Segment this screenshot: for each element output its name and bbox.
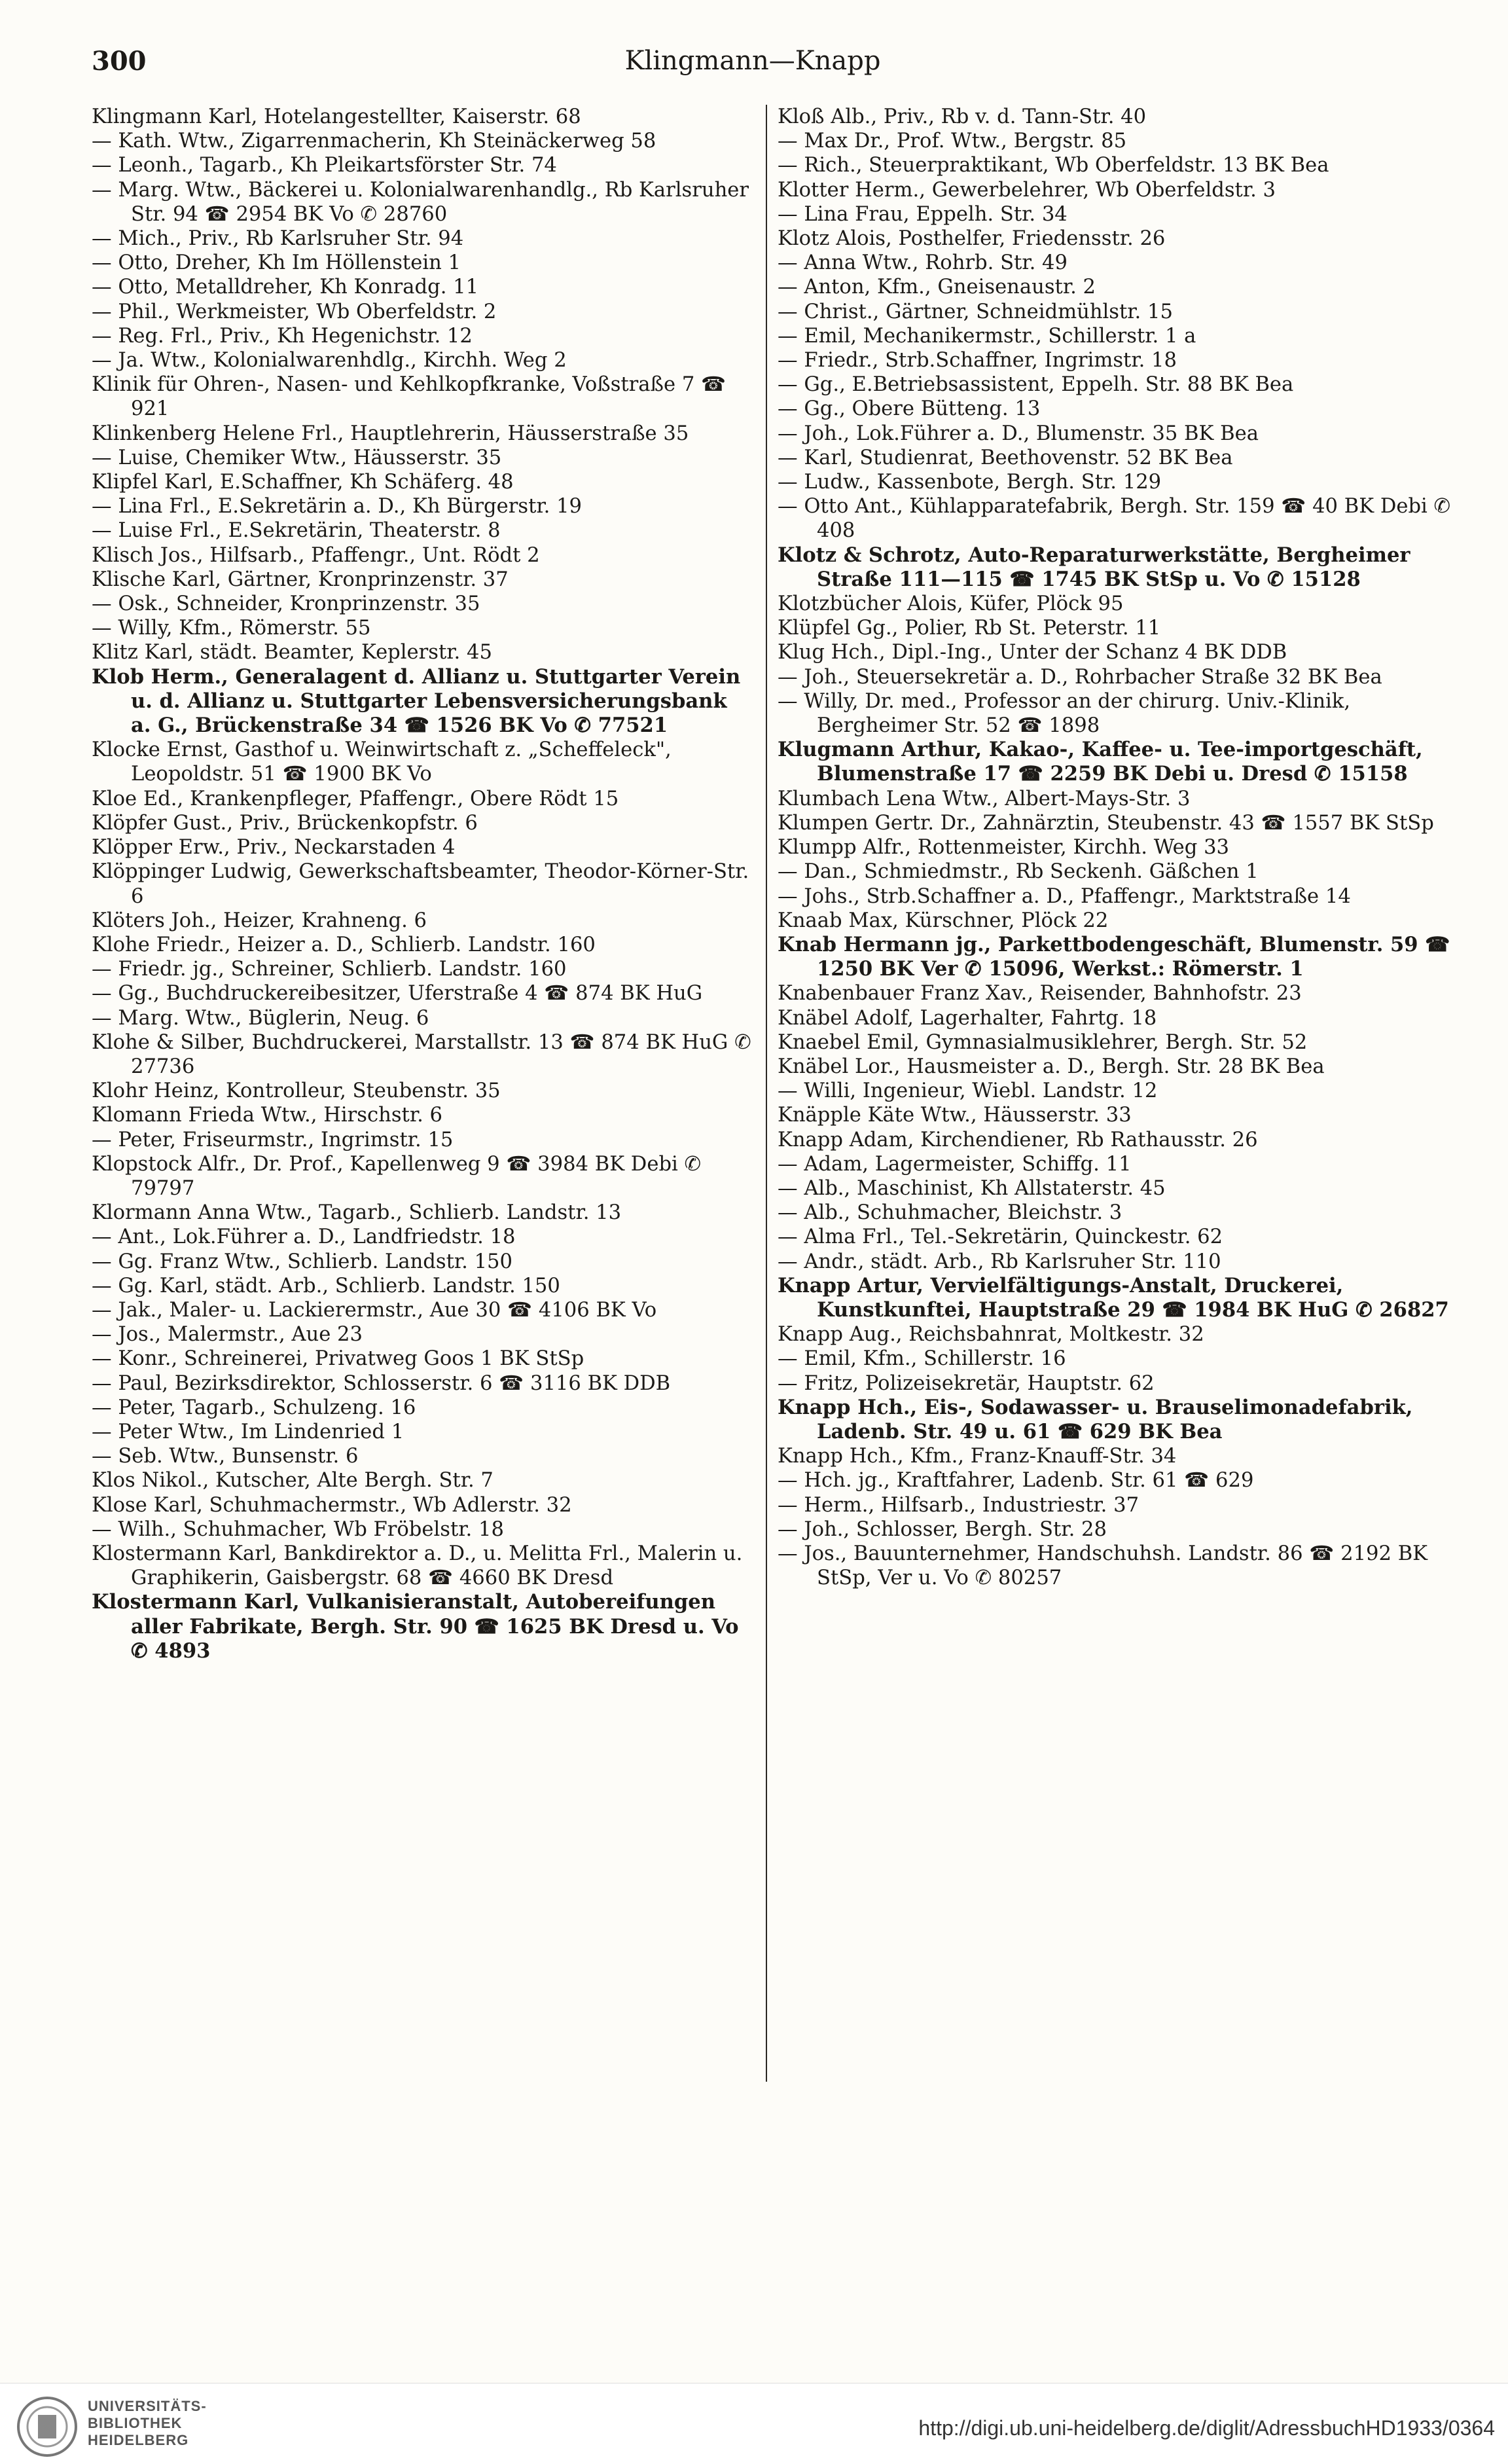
library-name-line: BIBLIOTHEK xyxy=(88,2415,183,2431)
directory-entry: Klomann Frieda Wtw., Hirschstr. 6 xyxy=(92,1104,443,1127)
directory-entry: — Seb. Wtw., Bunsenstr. 6 xyxy=(92,1445,359,1468)
directory-entry: — Anton, Kfm., Gneisenaustr. 2 xyxy=(778,276,1096,299)
directory-entry: Kloe Ed., Krankenpfleger, Pfaffengr., Obere Rödt 15 xyxy=(92,787,619,810)
directory-entry: — Emil, Kfm., Schillerstr. 16 xyxy=(778,1347,1066,1371)
directory-entry: — Gg., Obere Bütteng. 13 xyxy=(778,397,1041,421)
library-name-line: UNIVERSITÄTS- xyxy=(88,2398,207,2414)
column-divider xyxy=(766,105,767,2082)
directory-entry: — Emil, Mechanikermstr., Schillerstr. 1 a xyxy=(778,324,1196,348)
directory-entry: Klipfel Karl, E.Schaffner, Kh Schäferg. 48 xyxy=(92,471,514,494)
directory-entry: Klöpfer Gust., Priv., Brückenkopfstr. 6 xyxy=(92,811,478,835)
firm-entry: Klob Herm., Generalagent d. Allianz u. Stuttgarter Verein u. d. Allianz u. Stuttgarter Lebensversicherungsbank a. G., Brückenstraße 34 ☎ 1526 BK Vo ✆ 77521 xyxy=(92,664,741,738)
directory-entry: — Marg. Wtw., Büglerin, Neug. 6 xyxy=(92,1006,429,1030)
directory-entry: Klinik für Ohren-, Nasen- und Kehlkopfkranke, Voßstraße 7 ☎ 921 xyxy=(92,373,727,421)
directory-entry: — Hch. jg., Kraftfahrer, Ladenb. Str. 61 ☎ 629 xyxy=(778,1469,1254,1493)
directory-entry: Klische Karl, Gärtner, Kronprinzenstr. 37 xyxy=(92,568,509,591)
directory-entry: — Gg. Franz Wtw., Schlierb. Landstr. 150 xyxy=(92,1250,512,1273)
directory-entry: — Luise, Chemiker Wtw., Häusserstr. 35 xyxy=(92,446,502,469)
directory-entry: Klüpfel Gg., Polier, Rb St. Peterstr. 11 xyxy=(778,617,1161,640)
directory-entry: — Marg. Wtw., Bäckerei u. Kolonialwarenhandlg., Rb Karlsruher Str. 94 ☎ 2954 BK Vo ✆ 28760 xyxy=(92,178,749,226)
directory-entry: Klose Karl, Schuhmachermstr., Wb Adlerstr. 32 xyxy=(92,1493,572,1517)
directory-entry: Klocke Ernst, Gasthof u. Weinwirtschaft z. „Scheffeleck", Leopoldstr. 51 ☎ 1900 BK Vo xyxy=(92,738,672,786)
directory-entry: — Willy, Dr. med., Professor an der chirurg. Univ.-Klinik, Bergheimer Str. 52 ☎ 1898 xyxy=(778,689,1351,738)
directory-entry: Klos Nikol., Kutscher, Alte Bergh. Str. 7 xyxy=(92,1469,494,1493)
directory-entry: — Adam, Lagermeister, Schiffg. 11 xyxy=(778,1152,1132,1176)
directory-entry: — Max Dr., Prof. Wtw., Bergstr. 85 xyxy=(778,130,1127,153)
directory-entry: — Ludw., Kassenbote, Bergh. Str. 129 xyxy=(778,471,1162,494)
footer-bar xyxy=(0,2383,1508,2464)
directory-entry: Klohr Heinz, Kontrolleur, Steubenstr. 35 xyxy=(92,1079,501,1103)
directory-entry: — Jak., Maler- u. Lackierermstr., Aue 30 ☎ 4106 BK Vo xyxy=(92,1298,657,1322)
directory-entry: Klohe & Silber, Buchdruckerei, Marstallstr. 13 ☎ 874 BK HuG ✆ 27736 xyxy=(92,1030,751,1078)
directory-entry: Knabenbauer Franz Xav., Reisender, Bahnhofstr. 23 xyxy=(778,982,1302,1006)
university-seal-icon xyxy=(16,2395,79,2458)
directory-entry: Knäbel Adolf, Lagerhalter, Fahrtg. 18 xyxy=(778,1006,1157,1030)
directory-entry: — Joh., Schlosser, Bergh. Str. 28 xyxy=(778,1517,1107,1541)
directory-entry: Knapp Adam, Kirchendiener, Rb Rathausstr. 26 xyxy=(778,1128,1258,1151)
directory-entry: — Lina Frl., E.Sekretärin a. D., Kh Bürgerstr. 19 xyxy=(92,495,583,518)
firm-entry: Knapp Hch., Eis-, Sodawasser- u. Brauselimonadefabrik, Ladenb. Str. 49 u. 61 ☎ 629 BK Bea xyxy=(778,1395,1413,1443)
directory-entry: Klingmann Karl, Hotelangestellter, Kaiserstr. 68 xyxy=(92,105,581,128)
directory-entry: Klotzbücher Alois, Küfer, Plöck 95 xyxy=(778,592,1124,616)
directory-entry: — Willy, Kfm., Römerstr. 55 xyxy=(92,617,371,640)
library-name-line: HEIDELBERG xyxy=(88,2432,189,2448)
directory-entry: Klumbach Lena Wtw., Albert-Mays-Str. 3 xyxy=(778,787,1191,810)
directory-entry: — Karl, Studienrat, Beethovenstr. 52 BK Bea xyxy=(778,446,1233,469)
directory-entry: — Christ., Gärtner, Schneidmühlstr. 15 xyxy=(778,300,1173,323)
directory-entry: — Joh., Lok.Führer a. D., Blumenstr. 35 BK Bea xyxy=(778,422,1259,445)
directory-entry: — Ja. Wtw., Kolonialwarenhdlg., Kirchh. Weg 2 xyxy=(92,349,567,372)
page-number: 300 xyxy=(92,46,147,77)
directory-entry: — Otto, Dreher, Kh Im Höllenstein 1 xyxy=(92,251,461,275)
directory-entry: — Phil., Werkmeister, Wb Oberfeldstr. 2 xyxy=(92,300,497,323)
right-column xyxy=(778,105,1458,1590)
directory-entry: — Jos., Bauunternehmer, Handschuhsh. Landstr. 86 ☎ 2192 BK StSp, Ver u. Vo ✆ 80257 xyxy=(778,1542,1428,1590)
directory-entry: — Gg. Karl, städt. Arb., Schlierb. Landstr. 150 xyxy=(92,1274,560,1297)
directory-entry: Klormann Anna Wtw., Tagarb., Schlierb. Landstr. 13 xyxy=(92,1201,622,1225)
directory-entry: — Alma Frl., Tel.-Sekretärin, Quinckestr. 62 xyxy=(778,1225,1223,1249)
directory-entry: — Kath. Wtw., Zigarrenmacherin, Kh Steinäckerweg 58 xyxy=(92,130,656,153)
directory-entry: Klohe Friedr., Heizer a. D., Schlierb. Landstr. 160 xyxy=(92,933,596,956)
directory-entry: — Peter, Friseurmstr., Ingrimstr. 15 xyxy=(92,1128,454,1151)
directory-entry: Klöppinger Ludwig, Gewerkschaftsbeamter, Theodor-Körner-Str. 6 xyxy=(92,860,749,908)
directory-entry: — Konr., Schreinerei, Privatweg Goos 1 BK StSp xyxy=(92,1347,584,1371)
firm-entry: Knapp Artur, Vervielfältigungs-Anstalt, Druckerei, Kunstkunftei, Hauptstraße 29 ☎ 1984 BK HuG ✆ 26827 xyxy=(778,1273,1449,1322)
directory-entry: — Wilh., Schuhmacher, Wb Fröbelstr. 18 xyxy=(92,1517,504,1541)
directory-entry: — Herm., Hilfsarb., Industriestr. 37 xyxy=(778,1493,1140,1517)
firm-entry: Knab Hermann jg., Parkettbodengeschäft, Blumenstr. 59 ☎ 1250 BK Ver ✆ 15096, Werkst.: Römerstr. 1 xyxy=(778,932,1450,981)
directory-entry: Knäbel Lor., Hausmeister a. D., Bergh. Str. 28 BK Bea xyxy=(778,1055,1325,1078)
directory-entry: Klostermann Karl, Bankdirektor a. D., u. Melitta Frl., Malerin u. Graphikerin, Gaisbergstr. 68 ☎ 4660 BK Dresd xyxy=(92,1542,743,1590)
directory-entry: — Rich., Steuerpraktikant, Wb Oberfeldstr. 13 BK Bea xyxy=(778,154,1329,177)
directory-entry: — Lina Frau, Eppelh. Str. 34 xyxy=(778,202,1068,226)
firm-entry: Klugmann Arthur, Kakao-, Kaffee- u. Tee-importgeschäft, Blumenstraße 17 ☎ 2259 BK Debi u. Dresd ✆ 15158 xyxy=(778,738,1423,786)
left-column xyxy=(92,105,753,1663)
directory-entry: — Osk., Schneider, Kronprinzenstr. 35 xyxy=(92,592,480,616)
firm-entry: Klostermann Karl, Vulkanisieranstalt, Autobereifungen aller Fabrikate, Bergh. Str. 90 ☎ 1625 BK Dresd u. Vo ✆ 4893 xyxy=(92,1590,739,1663)
directory-entry: — Willi, Ingenieur, Wiebl. Landstr. 12 xyxy=(778,1079,1158,1103)
directory-entry: Klumpen Gertr. Dr., Zahnärztin, Steubenstr. 43 ☎ 1557 BK StSp xyxy=(778,811,1434,835)
directory-entry: — Ant., Lok.Führer a. D., Landfriedstr. 18 xyxy=(92,1225,516,1249)
directory-entry: — Gg., Buchdruckereibesitzer, Uferstraße 4 ☎ 874 BK HuG xyxy=(92,982,703,1006)
firm-entry: Klotz & Schrotz, Auto-Reparaturwerkstätte, Bergheimer Straße 111—115 ☎ 1745 BK StSp u. Vo ✆ 15128 xyxy=(778,543,1410,591)
directory-entry: Knaab Max, Kürschner, Plöck 22 xyxy=(778,909,1109,932)
directory-entry: — Otto, Metalldreher, Kh Konradg. 11 xyxy=(92,276,479,299)
directory-entry: Klotz Alois, Posthelfer, Friedensstr. 26 xyxy=(778,227,1166,251)
directory-entry: — Andr., städt. Arb., Rb Karlsruher Str. 110 xyxy=(778,1250,1221,1273)
running-head: Klingmann—Knapp xyxy=(624,46,881,76)
directory-entry: — Alb., Schuhmacher, Bleichstr. 3 xyxy=(778,1201,1122,1225)
directory-entry: Kloß Alb., Priv., Rb v. d. Tann-Str. 40 xyxy=(778,105,1147,128)
directory-entry: Klinkenberg Helene Frl., Hauptlehrerin, Häusserstraße 35 xyxy=(92,422,689,445)
directory-entry: Klöters Joh., Heizer, Krahneng. 6 xyxy=(92,909,427,932)
directory-entry: — Anna Wtw., Rohrb. Str. 49 xyxy=(778,251,1068,275)
directory-entry: — Alb., Maschinist, Kh Allstaterstr. 45 xyxy=(778,1176,1166,1200)
directory-entry: Klisch Jos., Hilfsarb., Pfaffengr., Unt. Rödt 2 xyxy=(92,543,540,567)
directory-entry: — Luise Frl., E.Sekretärin, Theaterstr. 8 xyxy=(92,519,501,543)
directory-entry: — Leonh., Tagarb., Kh Pleikartsförster Str. 74 xyxy=(92,154,557,177)
directory-entry: — Friedr., Strb.Schaffner, Ingrimstr. 18 xyxy=(778,349,1177,372)
directory-entry: — Paul, Bezirksdirektor, Schlosserstr. 6 ☎ 3116 BK DDB xyxy=(92,1371,671,1395)
directory-entry: Knäpple Käte Wtw., Häusserstr. 33 xyxy=(778,1104,1132,1127)
directory-entry: Klopstock Alfr., Dr. Prof., Kapellenweg 9 ☎ 3984 BK Debi ✆ 79797 xyxy=(92,1152,702,1200)
directory-entry: — Jos., Malermstr., Aue 23 xyxy=(92,1323,363,1347)
source-url-link[interactable]: http://digi.ub.uni-heidelberg.de/diglit/AdressbuchHD1933/0364 xyxy=(918,2416,1495,2440)
directory-entry: — Otto Ant., Kühlapparatefabrik, Bergh. Str. 159 ☎ 40 BK Debi ✆ 408 xyxy=(778,495,1451,543)
directory-entry: — Gg., E.Betriebsassistent, Eppelh. Str. 88 BK Bea xyxy=(778,373,1294,397)
library-logo-text xyxy=(88,2398,207,2449)
directory-entry: — Mich., Priv., Rb Karlsruher Str. 94 xyxy=(92,227,464,251)
directory-entry: Klumpp Alfr., Rottenmeister, Kirchh. Weg 33 xyxy=(778,836,1230,860)
directory-entry: — Peter Wtw., Im Lindenried 1 xyxy=(92,1420,404,1443)
directory-entry: Knaebel Emil, Gymnasialmusiklehrer, Bergh. Str. 52 xyxy=(778,1030,1308,1054)
directory-entry: Klitz Karl, städt. Beamter, Keplerstr. 45 xyxy=(92,641,492,664)
directory-entry: — Fritz, Polizeisekretär, Hauptstr. 62 xyxy=(778,1371,1155,1395)
directory-entry: — Reg. Frl., Priv., Kh Hegenichstr. 12 xyxy=(92,324,473,348)
directory-entry: — Johs., Strb.Schaffner a. D., Pfaffengr., Marktstraße 14 xyxy=(778,884,1351,908)
directory-entry: Knapp Aug., Reichsbahnrat, Moltkestr. 32 xyxy=(778,1323,1204,1347)
directory-entry: Klug Hch., Dipl.-Ing., Unter der Schanz 4 BK DDB xyxy=(778,641,1287,664)
directory-entry: Knapp Hch., Kfm., Franz-Knauff-Str. 34 xyxy=(778,1445,1177,1468)
directory-entry: Klotter Herm., Gewerbelehrer, Wb Oberfeldstr. 3 xyxy=(778,178,1276,202)
directory-entry: — Joh., Steuersekretär a. D., Rohrbacher Straße 32 BK Bea xyxy=(778,665,1382,689)
directory-entry: Klöpper Erw., Priv., Neckarstaden 4 xyxy=(92,836,456,860)
directory-entry: — Friedr. jg., Schreiner, Schlierb. Landstr. 160 xyxy=(92,958,567,981)
directory-entry: — Peter, Tagarb., Schulzeng. 16 xyxy=(92,1396,416,1419)
directory-entry: — Dan., Schmiedmstr., Rb Seckenh. Gäßchen 1 xyxy=(778,860,1259,884)
